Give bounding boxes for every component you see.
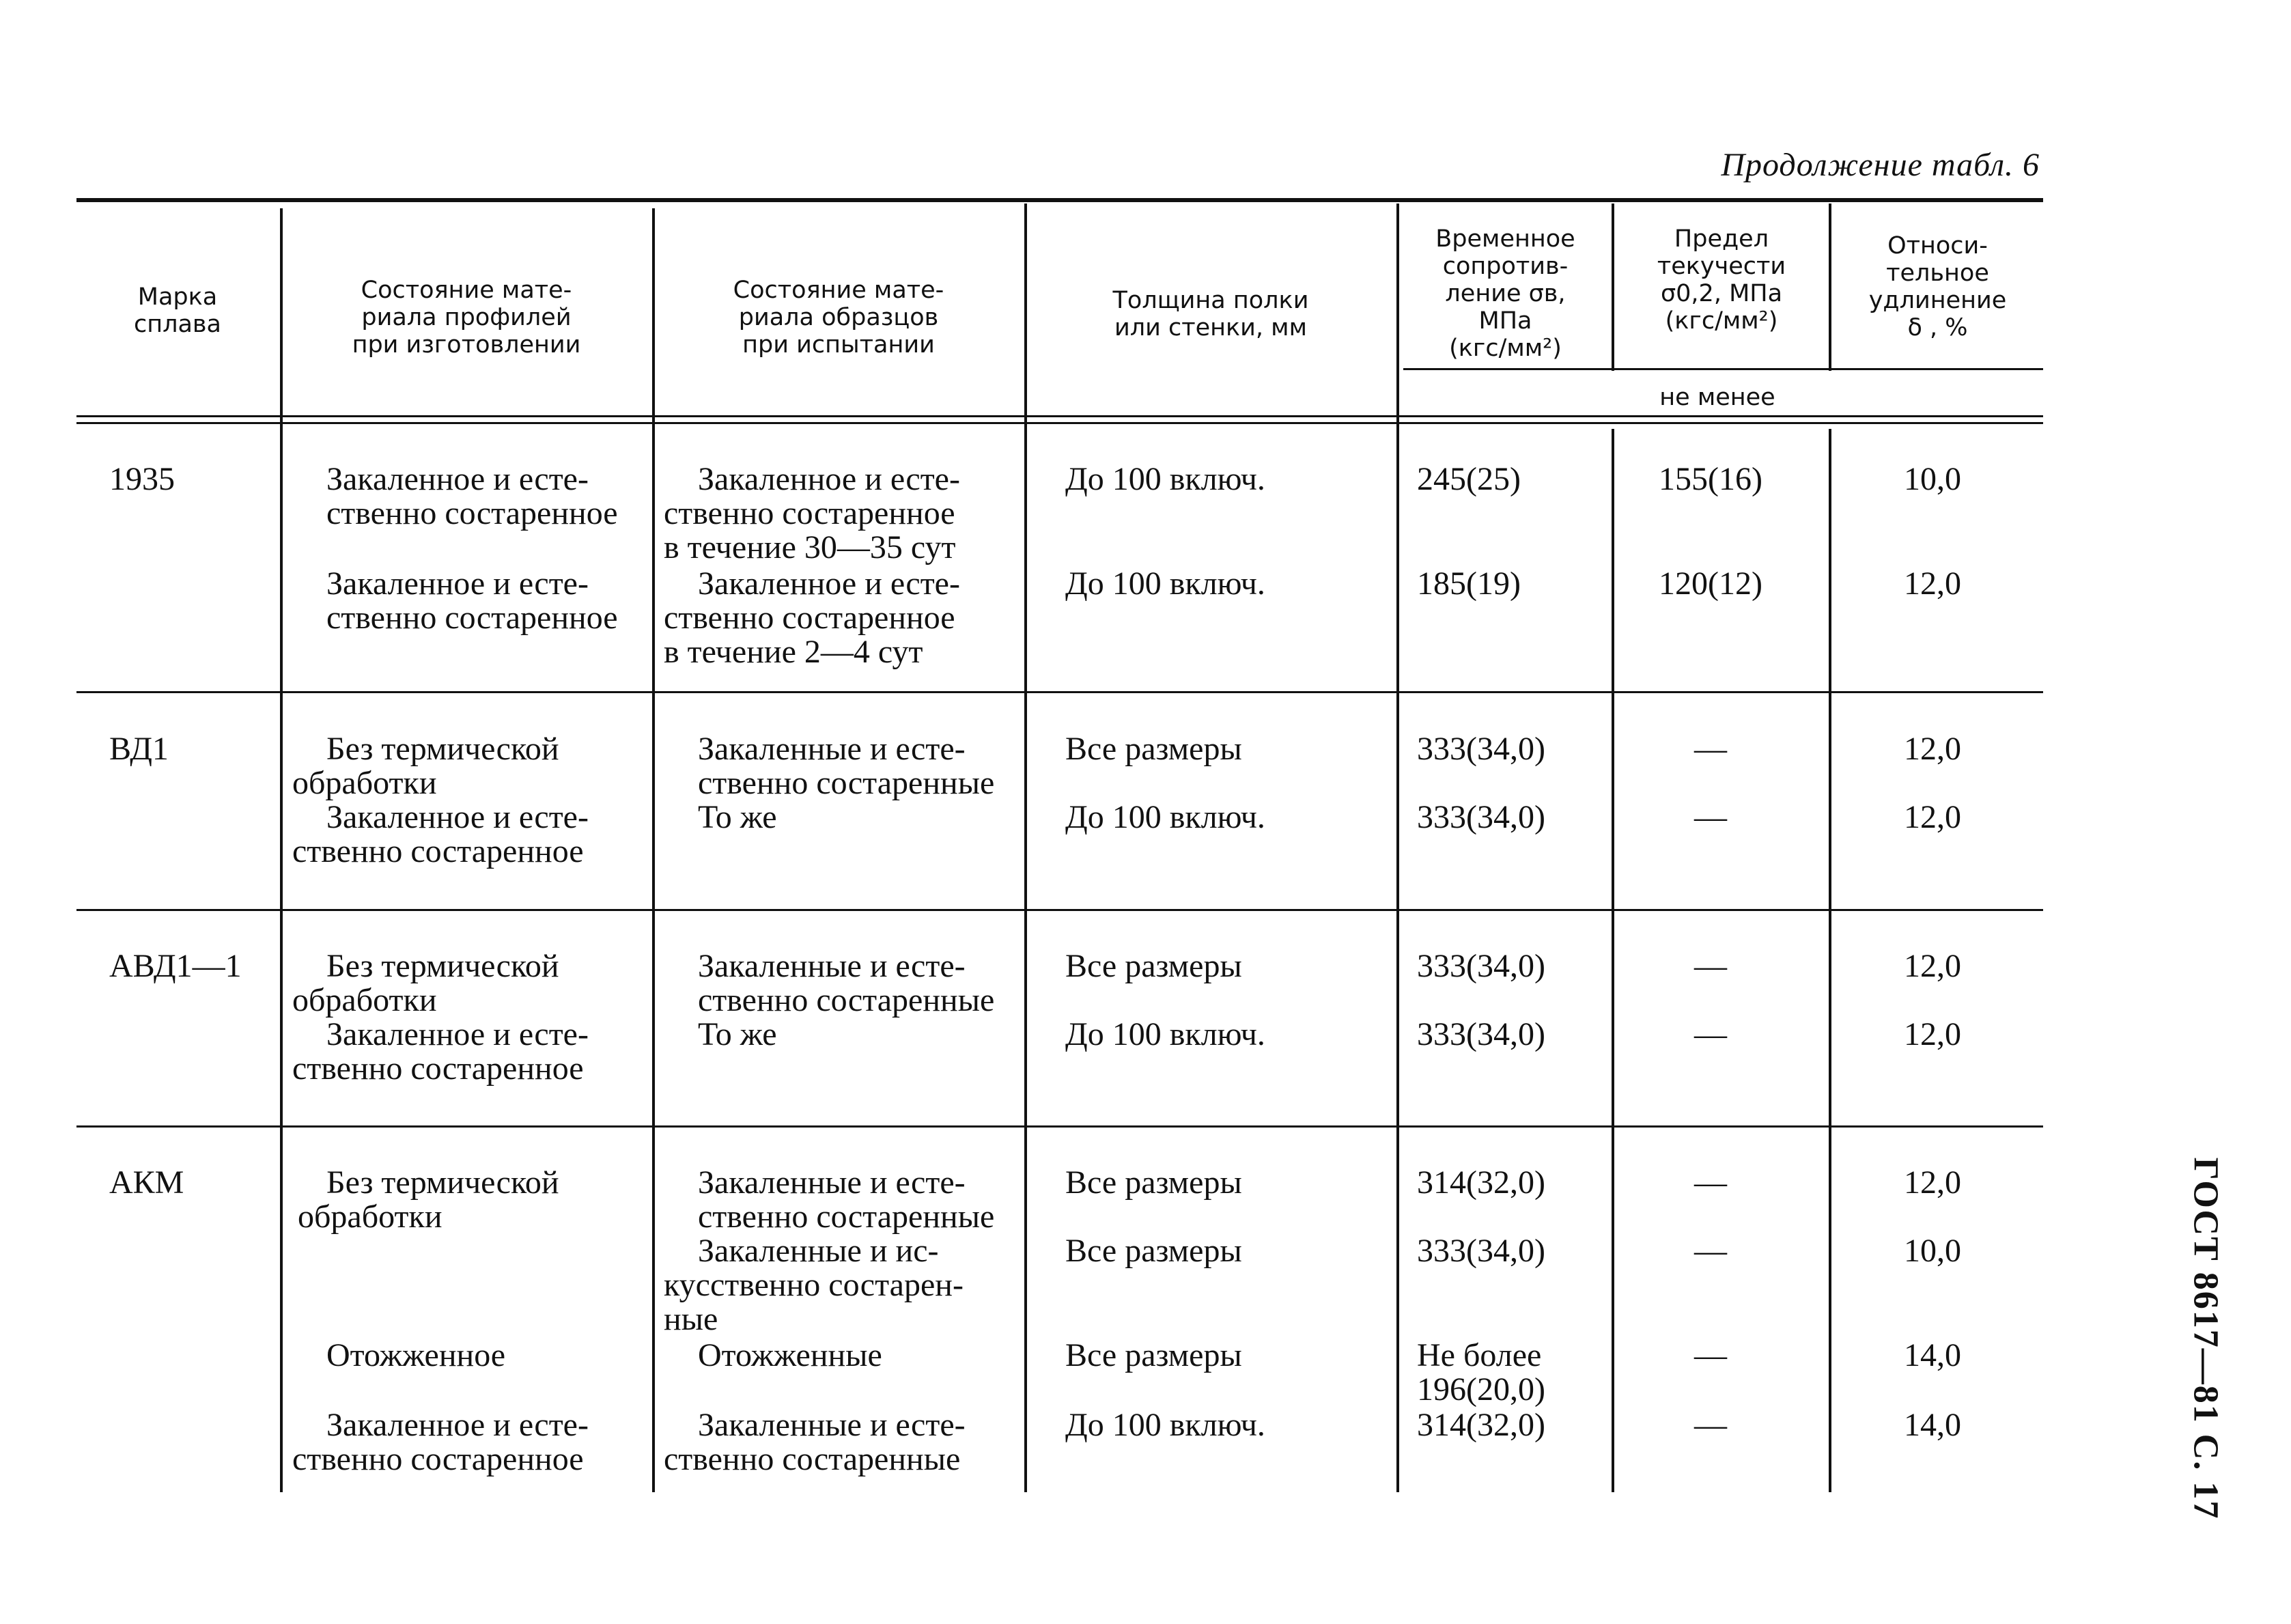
table-row-yield: — <box>1694 1016 1727 1052</box>
header-bottom-rule-2 <box>76 422 2043 424</box>
table-row-state-samples: Закаленное и есте- ственно состаренное в течение 2—4 сут <box>664 565 960 670</box>
header-yield-strength: Предел текучести σ0,2, МПа (кгс/мм²) <box>1657 225 1786 335</box>
table-row-state-profiles: Закаленное и есте- ственно состаренное <box>292 1016 589 1087</box>
table-row-tensile: 333(34,0) <box>1417 1016 1545 1052</box>
header-thickness: Толщина полки или стенки, мм <box>1112 287 1309 341</box>
table-row-elongation: 12,0 <box>1904 731 1961 767</box>
table-row-state-profiles: Без термической обработки <box>292 731 559 801</box>
column-rule <box>1024 204 1027 1492</box>
table-row-yield: — <box>1694 1233 1727 1269</box>
table-row-elongation: 10,0 <box>1904 1233 1961 1269</box>
table-row-state-profiles: Закаленное и есте- ственно состаренное <box>326 565 618 636</box>
table-row-state-profiles: Без термической обработки <box>292 948 559 1018</box>
table-row-tensile: Не более 196(20,0) <box>1417 1337 1545 1408</box>
group-divider <box>76 1125 2043 1128</box>
table-row-tensile: 185(19) <box>1417 565 1521 602</box>
table-row-thickness: Все размеры <box>1065 1337 1242 1373</box>
column-rule <box>1612 204 1614 371</box>
table-row-elongation: 12,0 <box>1904 565 1961 602</box>
table-row-thickness: Все размеры <box>1065 948 1242 984</box>
table-row-state-samples: Закаленные и есте- ственно состаренные <box>698 1164 995 1235</box>
table-row-state-profiles: Закаленное и есте- ственно состаренное <box>326 461 618 531</box>
header-elongation: Относи- тельное удлинение δ , % <box>1868 232 2007 341</box>
table-row-state-profiles: Без термической обработки <box>298 1164 559 1235</box>
table-row-elongation: 12,0 <box>1904 1016 1961 1052</box>
header-state-samples: Состояние мате- риала образцов при испытании <box>733 277 944 359</box>
table-row-thickness: До 100 включ. <box>1065 461 1265 497</box>
table-row-thickness: До 100 включ. <box>1065 1016 1265 1052</box>
table-row-state-samples: Закаленное и есте- ственно состаренное в течение 30—35 сут <box>664 461 960 565</box>
alloy-grade: ВД1 <box>109 731 169 767</box>
column-rule <box>1612 429 1614 1492</box>
header-alloy: Марка сплава <box>133 283 222 338</box>
header-sub-rule <box>1403 368 2043 370</box>
table-row-state-samples: То же <box>698 1016 777 1052</box>
table-row-thickness: Все размеры <box>1065 731 1242 767</box>
table-row-tensile: 314(32,0) <box>1417 1407 1545 1443</box>
table-row-state-samples: Отожженные <box>698 1337 882 1373</box>
header-bottom-rule-1 <box>76 415 2043 417</box>
table-row-elongation: 12,0 <box>1904 1164 1961 1201</box>
table-row-tensile: 333(34,0) <box>1417 1233 1545 1269</box>
table-row-state-profiles: Закаленное и есте- ственно состаренное <box>292 799 589 869</box>
column-rule <box>652 208 655 1492</box>
document-id-text: ГОСТ 8617—81 С. 17 <box>2186 1157 2225 1520</box>
group-divider <box>76 909 2043 911</box>
table-row-elongation: 12,0 <box>1904 799 1961 835</box>
table-row-yield: — <box>1694 1337 1727 1373</box>
table-row-elongation: 12,0 <box>1904 948 1961 984</box>
table-row-state-profiles: Закаленное и есте- ственно состаренное <box>292 1407 589 1477</box>
table-row-elongation: 10,0 <box>1904 461 1961 497</box>
table-row-yield: — <box>1694 1164 1727 1201</box>
header-state-profiles: Состояние мате- риала профилей при изготовлении <box>352 277 581 359</box>
table-row-tensile: 333(34,0) <box>1417 948 1545 984</box>
table-row-state-samples: Закаленные и есте- ственно состаренные <box>698 731 995 801</box>
table-row-tensile: 333(34,0) <box>1417 731 1545 767</box>
header-tensile-strength: Временное сопротив- ление σв, МПа (кгс/мм²) <box>1435 225 1575 362</box>
group-divider <box>76 691 2043 693</box>
table-row-yield: — <box>1694 1407 1727 1443</box>
table-row-thickness: Все размеры <box>1065 1164 1242 1201</box>
document-id-side-label <box>2178 1157 2233 1520</box>
table-row-thickness: Все размеры <box>1065 1233 1242 1269</box>
table-caption: Продолжение табл. 6 <box>1721 147 2040 183</box>
alloy-grade: 1935 <box>109 461 175 497</box>
column-rule <box>280 208 283 1492</box>
column-rule <box>1829 204 1831 371</box>
table-row-elongation: 14,0 <box>1904 1337 1961 1373</box>
table-row-state-profiles: Отожженное <box>326 1337 506 1373</box>
table-row-state-samples: Закаленные и есте- ственно состаренные <box>664 1407 966 1477</box>
table-row-state-samples: Закаленные и ис- кусственно состарен- ные <box>664 1233 964 1337</box>
table-row-tensile: 333(34,0) <box>1417 799 1545 835</box>
table-row-elongation: 14,0 <box>1904 1407 1961 1443</box>
table-row-tensile: 245(25) <box>1417 461 1521 497</box>
table-row-state-samples: Закаленные и есте- ственно состаренные <box>698 948 995 1018</box>
alloy-grade: АКМ <box>109 1164 184 1201</box>
table-row-yield: 155(16) <box>1659 461 1762 497</box>
table-row-thickness: До 100 включ. <box>1065 1407 1265 1443</box>
table-row-thickness: До 100 включ. <box>1065 565 1265 602</box>
header-not-less-than: не менее <box>1659 384 1775 411</box>
table-row-yield: — <box>1694 799 1727 835</box>
table-row-yield: 120(12) <box>1659 565 1762 602</box>
alloy-grade: АВД1—1 <box>109 948 242 984</box>
table-row-thickness: До 100 включ. <box>1065 799 1265 835</box>
table-row-state-samples: То же <box>698 799 777 835</box>
table-row-yield: — <box>1694 948 1727 984</box>
top-rule <box>76 198 2043 202</box>
table-row-tensile: 314(32,0) <box>1417 1164 1545 1201</box>
table-row-yield: — <box>1694 731 1727 767</box>
